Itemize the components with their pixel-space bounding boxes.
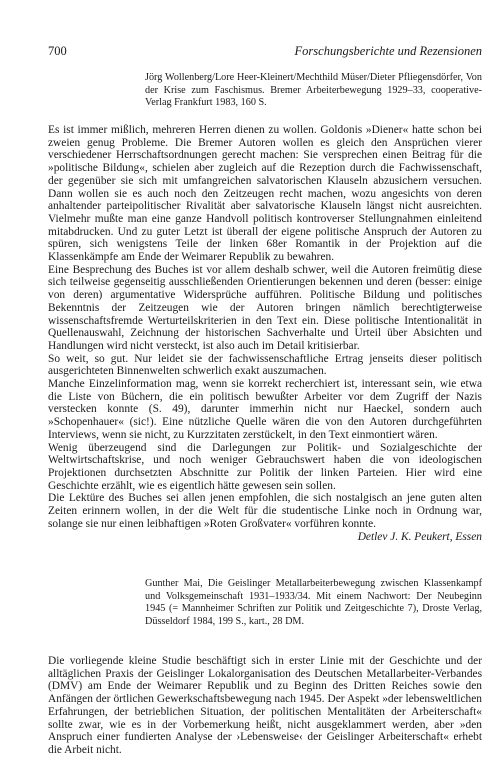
review-1-body <box>48 124 482 543</box>
review-1-paragraph: Wenig überzeugend sind die Darlegungen zur Politik- und Sozialgeschichte der Weltwirtschaftskrise, und noch weniger Gebrauchswert haben die von ideologischen Projektionen durchsetzten Abschnitte zur Politik der linken Parteien. Hier wird eine Geschichte erzählt, wie es eigentlich hätte gewesen sein sollen. <box>48 441 482 492</box>
review-1-reference: Jörg Wollenberg/Lore Heer-Kleinert/Mechthild Müser/Dieter Pfliegensdörfer, Von der Krise zum Faschismus. Bremer Arbeiterbewegung 1929–33, cooperative-Verlag Frankfurt 1983, 160 S. <box>145 72 482 109</box>
review-1-paragraph: So weit, so gut. Nur leidet sie der fachwissenschaftliche Ertrag jenseits dieser politisch ausgerichteten Binnenwelten schwerlich exakt auszumachen. <box>48 352 482 378</box>
review-2-body <box>48 655 482 757</box>
review-2-reference: Gunther Mai, Die Geislinger Metallarbeiterbewegung zwischen Klassenkampf und Volksgemeinschaft 1931–1933/34. Mit einem Nachwort: Der Neubeginn 1945 (= Mannheimer Schriften zur Politik und Zeitgeschichte 7), Droste Verlag, Düsseldorf 1984, 199 S., kart., 28 DM. <box>145 578 482 627</box>
running-title: Forschungsberichte und Rezensionen <box>294 44 482 58</box>
review-2-paragraph: Die vorliegende kleine Studie beschäftigt sich in erster Linie mit der Geschichte und der alltäglichen Praxis der Geislinger Lokalorganisation des Deutschen Metallarbeiter-Verbandes (DMV) am Ende der Weimarer Republik und zu Beginn des Dritten Reiches sowie den Anfängen der örtlichen Gewerkschaftsbewegung nach 1945. Der Aspekt »der lebensweltlichen Erfahrungen, der betrieblichen Situation, der politischen Mentalitäten der Arbeiterschaft« sollte zwar, wie es in der Vorbemerkung heißt, nicht ausgeklammert werden, aber »den Anspruch einer fundierten Analyse der ›Lebensweise‹ der Geislinger Arbeiterschaft« erhebt die Arbeit nicht. <box>48 655 482 756</box>
review-1-paragraph: Manche Einzelinformation mag, wenn sie korrekt recherchiert ist, interessant sein, wie etwa die Liste von Büchern, die ein politisch bewußter Arbeiter vor dem Zugriff der Nazis verstecken konnte (S. 49), darunter immerhin nicht nur Haeckel, sondern auch »Schopenhauer« (sic!). Eine nützliche Quelle wären die von den Autoren durchgeführten Interviews, wenn sie nicht, zu Kurzzitaten zerstückelt, in den Text einmontiert wären. <box>48 378 482 441</box>
page-header <box>48 44 482 60</box>
review-1-signature: Detlev J. K. Peukert, Essen <box>357 530 482 543</box>
review-1-paragraph: Es ist immer mißlich, mehreren Herren dienen zu wollen. Goldonis »Diener« hatte schon bei zweien genug Probleme. Die Bremer Autoren wollen es gleich den Ansprüchen vierer verschiedener Herrschaftsordnungen gerecht machen: Sie versprechen einen Beitrag für die »politische Bildung«, schielen aber zugleich auf die Rezeption durch die Fachwissenschaft, der gegenüber sie sich mit umfangreichen salvatorischen Klauseln abzusichern versuchen. Dann wollen sie es auch noch den Zeitzeugen recht machen, wozu angesichts von deren anhaltender parteipolitischer Rivalität aber salvatorische Klauseln längst nicht ausreichten. Vielmehr mußte man eine ganze Handvoll politisch kontroverser Stellungnahmen einleitend mitabdrucken. Und zu guter Letzt ist überall der eigene politische Anspruch der Autoren zu spüren, sich wenigstens Teile der linken 68er Romantik in der Projektion auf die Klassenkämpfe am Ende der Weimarer Republik zu bewahren. <box>48 124 482 264</box>
review-1-paragraph: Die Lektüre des Buches sei allen jenen empfohlen, die sich nostalgisch an jene guten alten Zeiten erinnern wollen, in der die Welt für die studentische Linke noch in Ordnung war, solange sie nur einen leibhaftigen »Roten Großvater« vorführen konnte. <box>48 492 482 530</box>
review-1-paragraph: Eine Besprechung des Buches ist vor allem deshalb schwer, weil die Autoren freimütig diese sich teilweise gegenseitig ausschließenden Orientierungen bekennen und deren (besser: einige von deren) argumentative Widersprüche aufführen. Politische Bildung und politisches Bekenntnis der Zeitzeugen wie der Autoren bringen nämlich berechtigterweise wissenschaftsfremde Werturteilskriterien in den Text ein. Diese politische Intentionalität in Quellenauswahl, Zeichnung der historischen Sachverhalte und Urteil über Absichten und Handlungen wird nicht versteckt, ist also auch im Detail kritisierbar. <box>48 263 482 352</box>
page-number: 700 <box>48 44 67 58</box>
